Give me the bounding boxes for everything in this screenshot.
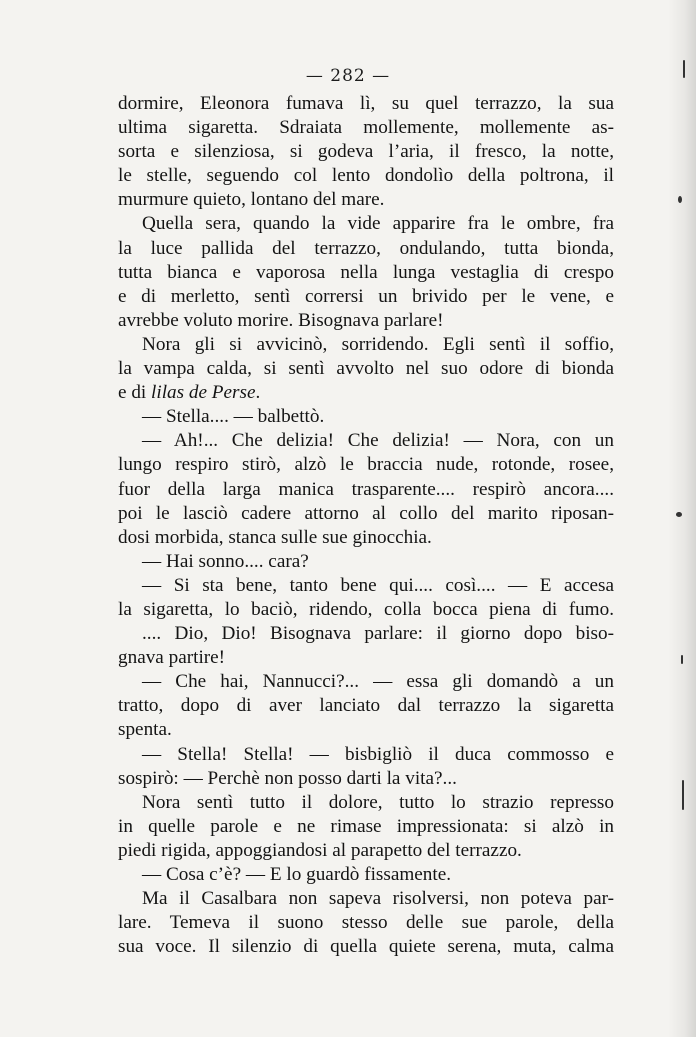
text-line: spenta. <box>118 719 172 741</box>
text-line: — Stella.... — balbettò. <box>142 406 325 428</box>
text-line: la sigaretta, lo baciò, ridendo, colla bocca piena di fumo. <box>118 598 614 620</box>
text-line: la vampa calda, si sentì avvolto nel suo odore di bionda <box>118 358 614 380</box>
text-line: la luce pallida del terrazzo, ondulando, tutta bionda, <box>118 237 614 259</box>
text-line: Quella sera, quando la vide apparire fra le ombre, fra <box>142 213 614 235</box>
text-line: dormire, Eleonora fumava lì, su quel terrazzo, la sua <box>118 93 614 114</box>
text-line: — Stella! Stella! — bisbigliò il duca commosso e <box>142 743 614 765</box>
text-line: ultima sigaretta. Sdraiata mollemente, mollemente as- <box>118 117 614 139</box>
text-line: le stelle, seguendo col lento dondolìo della poltrona, il <box>118 165 614 187</box>
text-line: — Che hai, Nannucci?... — essa gli domandò a un <box>142 671 614 693</box>
text-line: lungo respiro stirò, alzò le braccia nude, rotonde, rosee, <box>118 454 614 476</box>
text-line: Nora gli si avvicinò, sorridendo. Egli sentì il soffio, <box>142 333 614 355</box>
text-line: gnava partire! <box>118 647 226 669</box>
italic-phrase: lilas de Perse <box>151 382 256 404</box>
text-line: dosi morbida, stanca sulle sue ginocchia. <box>118 526 432 548</box>
text-line: — Hai sonno.... cara? <box>142 550 309 572</box>
text-line: e di merletto, sentì corrersi un brivido per le vene, e <box>118 285 614 307</box>
body-text <box>118 92 614 959</box>
text-line: tutta bianca e vaporosa nella lunga vestaglia di crespo <box>118 261 614 283</box>
text-line: in quelle parole e ne rimase impressionata: si alzò in <box>118 815 614 837</box>
italic-line-prefix: e di <box>118 382 152 404</box>
text-line: avrebbe voluto morire. Bisognava parlare! <box>118 309 444 331</box>
speck-mark <box>678 196 682 203</box>
text-line: sua voce. Il silenzio di quella quiete serena, muta, calma <box>118 936 614 958</box>
speck-mark <box>676 512 682 517</box>
text-line: tratto, dopo di aver lanciato dal terrazzo la sigaretta <box>118 695 614 717</box>
text-line: Ma il Casalbara non sapeva risolversi, non poteva par- <box>142 888 614 910</box>
speck-mark <box>681 655 683 664</box>
text-line: sospirò: — Perchè non posso darti la vita?... <box>118 767 457 789</box>
text-line: fuor della larga manica trasparente.... respirò ancora.... <box>118 478 614 500</box>
speck-mark <box>682 780 684 810</box>
text-line: sorta e silenziosa, si godeva l’aria, il fresco, la notte, <box>118 141 614 163</box>
text-line: lare. Temeva il suono stesso delle sue parole, della <box>118 912 614 934</box>
text-line: Nora sentì tutto il dolore, tutto lo strazio represso <box>142 791 614 813</box>
text-line-italic <box>118 381 614 405</box>
text-line: piedi rigida, appoggiandosi al parapetto del terrazzo. <box>118 839 522 861</box>
italic-line-suffix: . <box>255 382 261 404</box>
text-line: — Ah!... Che delizia! Che delizia! — Nora, con un <box>142 430 614 452</box>
text-line: — Si sta bene, tanto bene qui.... così.... — E accesa <box>142 574 614 596</box>
page-number: — 282 — <box>305 66 391 86</box>
text-line: murmure quieto, lontano del mare. <box>118 189 385 211</box>
text-line: poi le lasciò cadere attorno al collo del marito riposan- <box>118 502 614 524</box>
page-edge-shadow <box>668 0 696 1037</box>
text-line: .... Dio, Dio! Bisognava parlare: il giorno dopo biso- <box>142 623 614 645</box>
text-line: — Cosa c’è? — E lo guardò fissamente. <box>142 864 452 885</box>
